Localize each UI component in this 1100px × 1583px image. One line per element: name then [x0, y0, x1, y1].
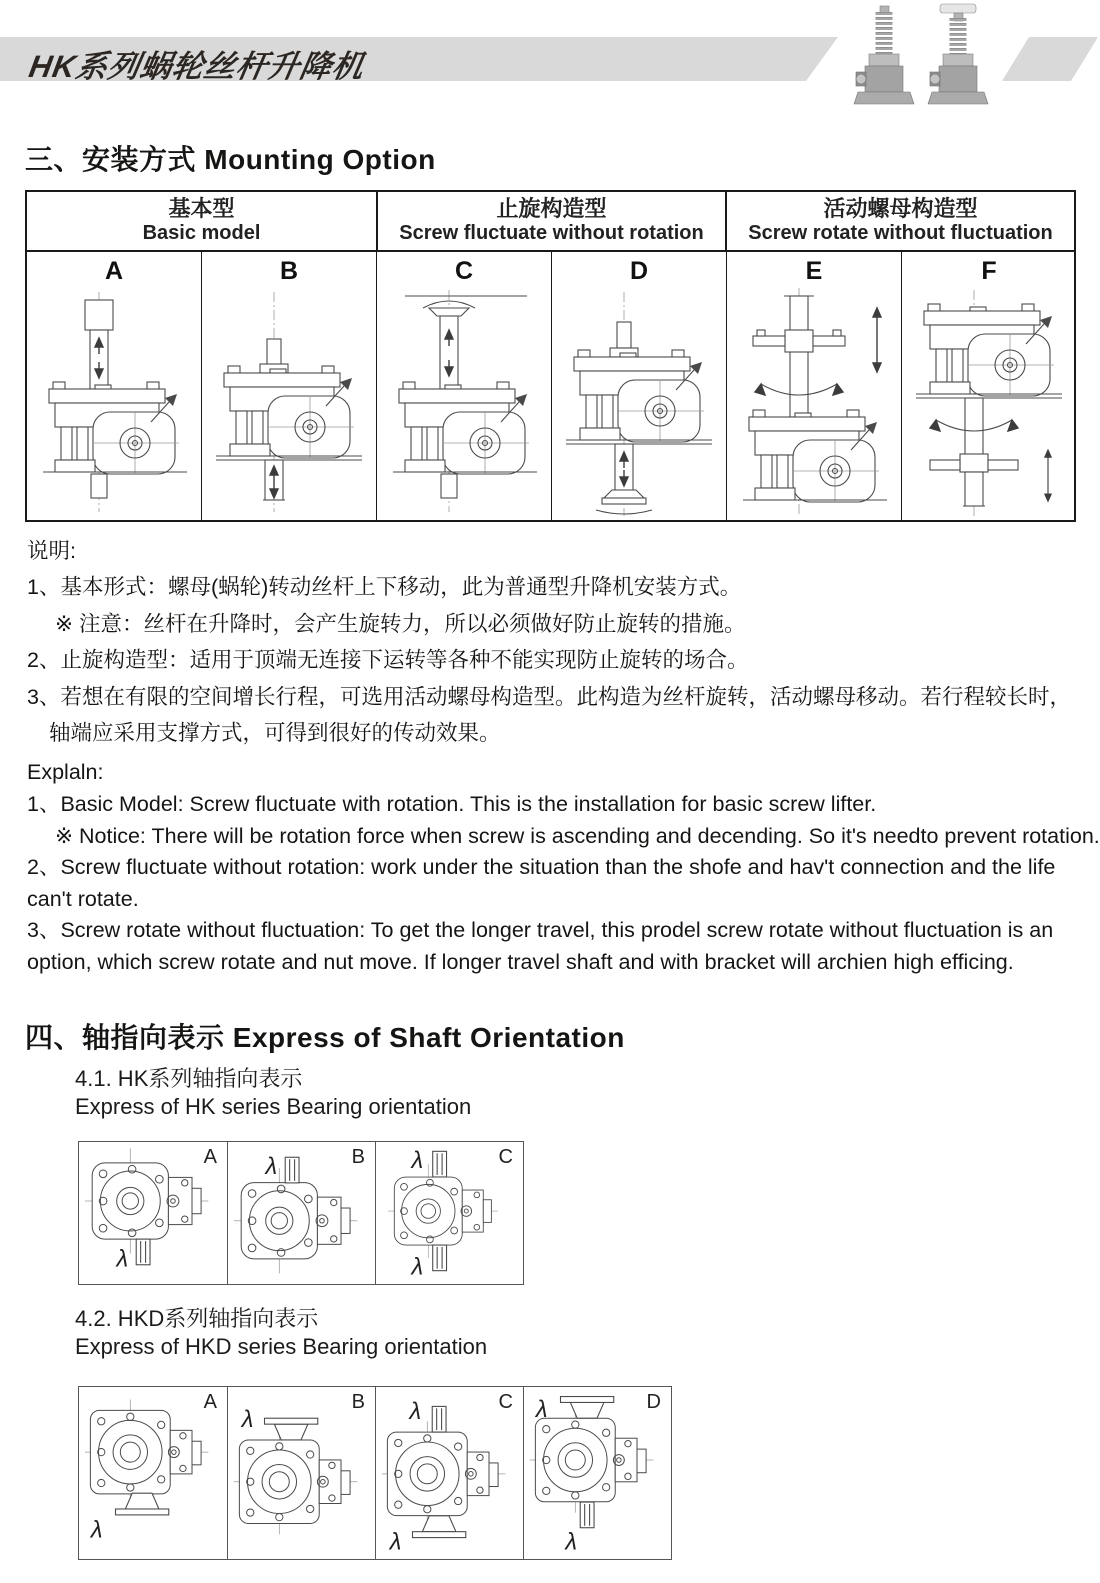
mounting-table-header-row — [27, 192, 1074, 252]
hk-orientation-cell-b — [227, 1142, 375, 1284]
orientation-label: C — [498, 1391, 513, 1413]
lambda-symbol: λ — [535, 1397, 548, 1424]
column-header-zh: 基本型 — [168, 196, 235, 222]
mounting-cell-d — [551, 252, 726, 520]
note-line: 3、若想在有限的空间增长行程，可选用活动螺母构造型。此构造为丝杆旋转，活动螺母移动。若行程较长时， — [27, 684, 1071, 709]
note-line: option, which screw rotate and nut move. If longer travel shaft and with bracket will archien high efficing. — [27, 950, 1014, 974]
lambda-symbol: λ — [241, 1407, 254, 1434]
jack-rotating-screw-travel-nut-up-diagram — [727, 286, 901, 518]
column-header-zh: 活动螺母构造型 — [823, 196, 978, 222]
screw-jack-pair-image — [848, 2, 1002, 118]
hkd-orientation-cell-b — [227, 1387, 375, 1559]
orientation-label: A — [203, 1391, 217, 1413]
hk-orientation-title-en: Express of HK series Bearing orientation — [75, 1094, 472, 1119]
hk-orientation-cell-c — [375, 1142, 523, 1284]
mounting-cell-f — [901, 252, 1076, 520]
lambda-symbol: λ — [90, 1517, 103, 1544]
lambda-symbol: λ — [409, 1399, 422, 1426]
column-header-en: Basic model — [142, 222, 261, 245]
hkd-orientation-cell-d — [523, 1387, 671, 1559]
orientation-label: B — [351, 1391, 365, 1413]
note-line: ※ 注意：丝杆在升降时，会产生旋转力，所以必须做好防止旋转的措施。 — [55, 611, 746, 636]
note-line: can't rotate. — [27, 886, 139, 911]
lambda-symbol: λ — [411, 1254, 424, 1281]
mounting-cell-b — [201, 252, 376, 520]
mounting-option-label: D — [629, 257, 649, 285]
orientation-label: D — [646, 1391, 661, 1413]
mounting-option-label: E — [805, 257, 823, 285]
orientation-label: A — [203, 1146, 217, 1168]
lambda-symbol: λ — [265, 1154, 278, 1181]
mounting-option-label: B — [279, 257, 299, 285]
notes-en-heading: Explaln: — [27, 760, 104, 785]
orientation-label: B — [351, 1146, 365, 1168]
note-line: 1、基本形式：螺母(蜗轮)转动丝杆上下移动，此为普通型升降机安装方式。 — [27, 575, 742, 600]
hkd-orientation-cell-a — [79, 1387, 227, 1559]
mounting-notes — [27, 533, 1100, 979]
jack-screw-up-top-plate-diagram — [377, 286, 551, 518]
column-header-en: Screw fluctuate without rotation — [399, 222, 704, 245]
hkd-orientation-cell-c — [375, 1387, 523, 1559]
jack-screw-up-diagram — [27, 286, 201, 518]
lambda-symbol: λ — [565, 1529, 578, 1556]
column-header-screw-fluctuate — [376, 192, 725, 250]
hkd-orientation-title-en: Express of HKD series Bearing orientation — [75, 1334, 488, 1359]
mounting-cell-a — [27, 252, 201, 520]
section3-title: 三、安装方式 Mounting Option — [25, 144, 436, 175]
note-line: 轴端应采用支撑方式，可得到很好的传动效果。 — [49, 721, 501, 746]
mounting-option-label: C — [454, 257, 474, 285]
orientation-label: C — [498, 1146, 513, 1168]
lambda-symbol: λ — [116, 1246, 129, 1273]
jack-screw-down-bottom-plate-diagram — [552, 286, 726, 518]
mounting-table-diagram-row — [27, 252, 1074, 520]
lambda-symbol: λ — [389, 1529, 402, 1556]
column-header-en: Screw rotate without fluctuation — [748, 222, 1053, 245]
mounting-cell-c — [376, 252, 551, 520]
notes-zh-heading: 说明: — [27, 539, 76, 563]
hkd-orientation-title-zh: 4.2. HKD系列轴指向表示 — [75, 1306, 319, 1331]
note-line: 2、Screw fluctuate without rotation: work under the situation than the shofe and hav't connection and the life — [27, 855, 1056, 880]
mounting-cell-e — [726, 252, 901, 520]
note-line: 2、止旋构造型：适用于顶端无连接下运转等各种不能实现防止旋转的场合。 — [27, 648, 749, 673]
mounting-option-table — [25, 190, 1076, 522]
column-header-screw-rotate — [725, 192, 1074, 250]
section4-title: 四、轴指向表示 Express of Shaft Orientation — [25, 1022, 625, 1053]
column-header-basic-model — [27, 192, 376, 250]
hkd-orientation-table — [78, 1386, 672, 1560]
hk-orientation-cell-a — [79, 1142, 227, 1284]
note-line: 3、Screw rotate without fluctuation: To get the longer travel, this prodel screw rotate without fluctuation is an — [27, 918, 1054, 943]
column-header-zh: 止旋构造型 — [496, 196, 607, 222]
hk-orientation-title-zh: 4.1. HK系列轴指向表示 — [75, 1066, 303, 1091]
lambda-symbol: λ — [411, 1148, 424, 1175]
header-banner-band-right — [1002, 37, 1098, 81]
jack-rotating-screw-travel-nut-down-diagram — [902, 286, 1076, 518]
page-title: HK系列蜗轮丝杆升降机 — [26, 49, 368, 84]
jack-screw-down-diagram — [202, 286, 376, 518]
hk-orientation-table — [78, 1141, 524, 1285]
note-line: 1、Basic Model: Screw fluctuate with rotation. This is the installation for basic screw lifter. — [27, 792, 877, 817]
mounting-option-label: F — [981, 257, 997, 285]
mounting-option-label: A — [104, 257, 124, 285]
note-line: ※ Notice: There will be rotation force when screw is ascending and decending. So it's needto prevent rotation. — [55, 823, 1100, 848]
